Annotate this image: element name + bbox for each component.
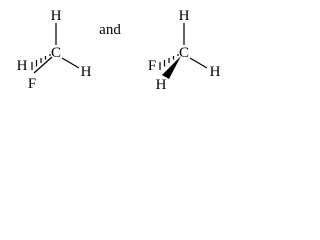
molecule-1 bbox=[17, 8, 92, 92]
molecule-1-atom-lower-left: F bbox=[27, 76, 37, 92]
molecule-2-atom-right: H bbox=[209, 64, 221, 80]
molecule-2 bbox=[148, 8, 221, 93]
molecule-2-bond-right bbox=[190, 58, 207, 68]
conjunction-label: and bbox=[99, 22, 121, 38]
molecule-1-atom-right: H bbox=[80, 64, 92, 80]
molecule-1-bond-right bbox=[62, 58, 79, 68]
molecule-2-atom-left: F bbox=[147, 58, 157, 74]
molecule-2-atom-center: C bbox=[178, 45, 190, 61]
molecule-1-atom-center: C bbox=[50, 45, 62, 61]
molecule-2-atom-top: H bbox=[178, 8, 190, 24]
molecule-2-atom-lower-left: H bbox=[155, 77, 167, 93]
molecule-1-hashed-wedge-bond bbox=[32, 54, 50, 70]
molecule-1-atom-left: H bbox=[16, 58, 28, 74]
molecule-1-atom-top: H bbox=[50, 8, 62, 24]
molecule-comparison-figure bbox=[0, 0, 231, 105]
